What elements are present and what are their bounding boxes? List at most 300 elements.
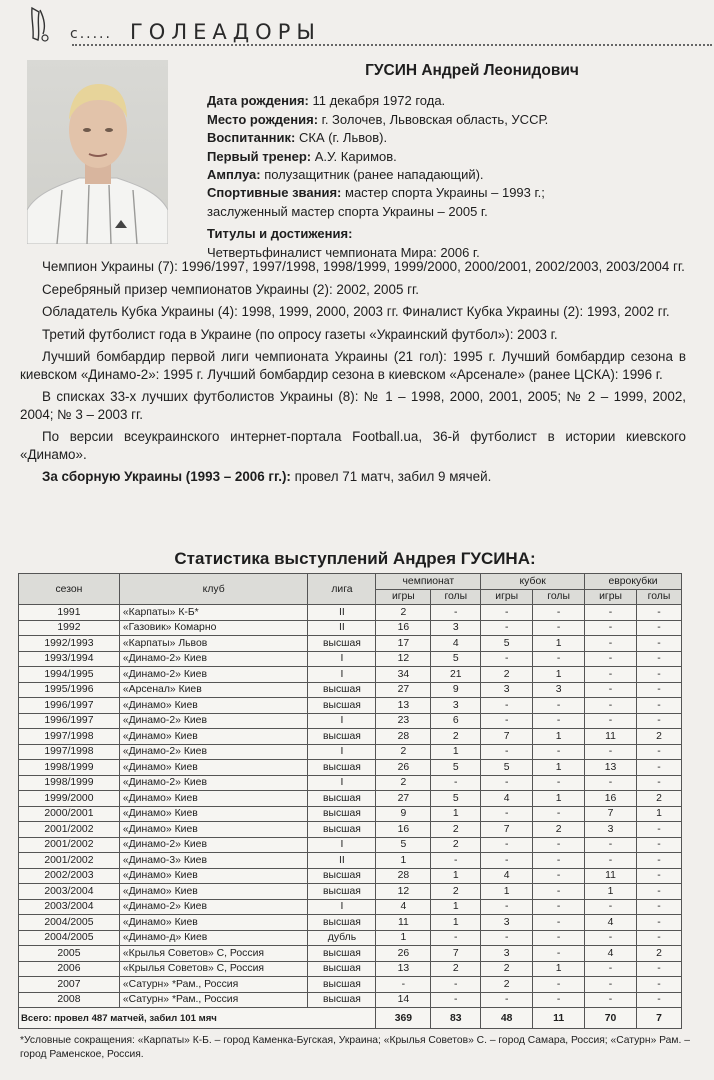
table-cell: 16 bbox=[376, 822, 431, 838]
achievement-first: Четвертьфиналист чемпионата Мира: 2006 г. bbox=[207, 244, 480, 260]
national-label: За сборную Украины (1993 – 2006 гг.): bbox=[42, 469, 291, 484]
col-cup: кубок bbox=[481, 574, 585, 590]
table-cell: - bbox=[637, 651, 682, 667]
table-cell: - bbox=[637, 667, 682, 683]
bio-row bbox=[207, 92, 697, 110]
table-cell: 23 bbox=[376, 713, 431, 729]
table-cell: 17 bbox=[376, 636, 431, 652]
table-cell: 4 bbox=[481, 868, 533, 884]
table-cell: 4 bbox=[431, 636, 481, 652]
table-cell: 9 bbox=[431, 682, 481, 698]
table-cell: 5 bbox=[376, 837, 431, 853]
table-cell: 1 bbox=[431, 899, 481, 915]
table-cell: 2004/2005 bbox=[19, 915, 120, 931]
table-cell: - bbox=[637, 992, 682, 1008]
table-cell: 2 bbox=[376, 744, 431, 760]
stats-title: Статистика выступлений Андрея ГУСИНА: bbox=[174, 549, 536, 568]
table-cell: - bbox=[637, 605, 682, 621]
total-cell: 7 bbox=[637, 1008, 682, 1029]
table-cell: I bbox=[308, 667, 376, 683]
table-cell: 26 bbox=[376, 946, 431, 962]
table-cell: - bbox=[533, 713, 585, 729]
table-row bbox=[19, 667, 682, 683]
table-cell: высшая bbox=[308, 977, 376, 993]
table-row bbox=[19, 620, 682, 636]
table-cell: «Сатурн» *Рам., Россия bbox=[119, 977, 308, 993]
table-cell: - bbox=[637, 884, 682, 900]
table-cell: 2000/2001 bbox=[19, 806, 120, 822]
table-cell: «Динамо» Киев bbox=[119, 822, 308, 838]
stats-table bbox=[18, 573, 682, 1029]
table-cell: 1 bbox=[533, 667, 585, 683]
table-cell: 26 bbox=[376, 760, 431, 776]
table-cell: 11 bbox=[585, 729, 637, 745]
table-cell: - bbox=[637, 837, 682, 853]
table-cell: 21 bbox=[431, 667, 481, 683]
table-cell: II bbox=[308, 620, 376, 636]
table-cell: 1 bbox=[431, 915, 481, 931]
table-cell: «Динамо-2» Киев bbox=[119, 775, 308, 791]
table-row bbox=[19, 853, 682, 869]
paragraph: Лучший бомбардир первой лиги чемпионата Украины (21 гол): 1995 г. Лучший бомбардир сезона в киевском «Динамо-2»: 1995 г. Лучший бомбардир сезона в киевском «Арсенале» (ранее ЦСКА): 1996 г. bbox=[20, 349, 686, 382]
table-cell: «Сатурн» *Рам., Россия bbox=[119, 992, 308, 1008]
table-cell: - bbox=[585, 713, 637, 729]
bio-value: г. Золочев, Львовская область, УССР. bbox=[321, 111, 549, 127]
total-cell: 369 bbox=[376, 1008, 431, 1029]
table-cell: - bbox=[533, 775, 585, 791]
table-cell: «Динамо» Киев bbox=[119, 698, 308, 714]
table-cell: - bbox=[585, 775, 637, 791]
table-cell: 3 bbox=[481, 915, 533, 931]
table-cell: - bbox=[481, 713, 533, 729]
page-header bbox=[0, 0, 714, 52]
table-cell: «Динамо-2» Киев bbox=[119, 899, 308, 915]
table-cell: 2 bbox=[481, 977, 533, 993]
table-cell: 28 bbox=[376, 729, 431, 745]
table-row bbox=[19, 977, 682, 993]
table-cell: «Динамо-2» Киев bbox=[119, 744, 308, 760]
table-cell: 2 bbox=[376, 605, 431, 621]
col-games: игры bbox=[376, 589, 431, 605]
table-cell: 3 bbox=[431, 620, 481, 636]
header-divider bbox=[72, 44, 712, 46]
bio-row bbox=[207, 129, 697, 147]
player-photo bbox=[27, 60, 168, 244]
table-cell: 4 bbox=[376, 899, 431, 915]
table-cell: «Динамо-2» Киев bbox=[119, 651, 308, 667]
table-cell: 3 bbox=[585, 822, 637, 838]
table-cell: 2 bbox=[431, 822, 481, 838]
table-cell: 1994/1995 bbox=[19, 667, 120, 683]
table-cell: высшая bbox=[308, 992, 376, 1008]
table-cell: 1997/1998 bbox=[19, 744, 120, 760]
table-cell: 5 bbox=[481, 636, 533, 652]
table-cell: - bbox=[481, 806, 533, 822]
table-cell: - bbox=[481, 605, 533, 621]
table-cell: - bbox=[533, 837, 585, 853]
table-cell: 2 bbox=[481, 961, 533, 977]
table-cell: высшая bbox=[308, 961, 376, 977]
table-row bbox=[19, 729, 682, 745]
bio-label: Воспитанник: bbox=[207, 130, 296, 146]
table-cell: 6 bbox=[431, 713, 481, 729]
table-cell: - bbox=[533, 868, 585, 884]
table-cell: «Динамо-3» Киев bbox=[119, 853, 308, 869]
table-cell: 27 bbox=[376, 791, 431, 807]
table-cell: - bbox=[481, 744, 533, 760]
table-cell: I bbox=[308, 775, 376, 791]
paragraph: Обладатель Кубка Украины (4): 1998, 1999, 2000, 2003 гг. Финалист Кубка Украины (2): 1993, 2002 гг. bbox=[42, 304, 670, 319]
table-cell: 2 bbox=[431, 961, 481, 977]
table-cell: «Арсенал» Киев bbox=[119, 682, 308, 698]
table-cell: 7 bbox=[431, 946, 481, 962]
col-league: лига bbox=[308, 574, 376, 605]
col-goals: голы bbox=[637, 589, 682, 605]
table-cell: 7 bbox=[481, 729, 533, 745]
table-row bbox=[19, 992, 682, 1008]
col-goals: голы bbox=[431, 589, 481, 605]
table-cell: - bbox=[431, 853, 481, 869]
table-cell: - bbox=[585, 837, 637, 853]
header-dots: с..... bbox=[70, 26, 112, 42]
table-cell: «Динамо-2» Киев bbox=[119, 837, 308, 853]
table-cell: - bbox=[585, 651, 637, 667]
table-cell: 2003/2004 bbox=[19, 899, 120, 915]
section-title: ГОЛЕАДОРЫ bbox=[130, 20, 321, 44]
table-cell: - bbox=[637, 760, 682, 776]
table-cell: 11 bbox=[585, 868, 637, 884]
bio-row bbox=[207, 184, 697, 202]
table-cell: 3 bbox=[481, 682, 533, 698]
table-cell: 2 bbox=[431, 837, 481, 853]
table-cell: 2 bbox=[431, 884, 481, 900]
table-cell: 1 bbox=[481, 884, 533, 900]
table-row bbox=[19, 961, 682, 977]
table-cell: высшая bbox=[308, 915, 376, 931]
table-cell: 2004/2005 bbox=[19, 930, 120, 946]
table-cell: 1 bbox=[376, 853, 431, 869]
table-cell: 4 bbox=[481, 791, 533, 807]
table-cell: 7 bbox=[585, 806, 637, 822]
totals-row bbox=[19, 1008, 682, 1029]
table-cell: - bbox=[637, 698, 682, 714]
table-row bbox=[19, 698, 682, 714]
table-cell: «Крылья Советов» С, Россия bbox=[119, 946, 308, 962]
table-cell: 2 bbox=[431, 729, 481, 745]
bio-label: Первый тренер: bbox=[207, 148, 312, 164]
table-cell: - bbox=[533, 698, 585, 714]
table-cell: - bbox=[585, 961, 637, 977]
table-cell: - bbox=[533, 930, 585, 946]
table-cell: - bbox=[585, 744, 637, 760]
table-cell: - bbox=[637, 853, 682, 869]
table-cell: 12 bbox=[376, 651, 431, 667]
table-cell: - bbox=[637, 915, 682, 931]
table-cell: 2 bbox=[376, 775, 431, 791]
table-cell: - bbox=[585, 605, 637, 621]
table-row bbox=[19, 744, 682, 760]
table-cell: 2 bbox=[637, 946, 682, 962]
table-cell: «Динамо» Киев bbox=[119, 729, 308, 745]
player-name: ГУСИН Андрей Леонидович bbox=[365, 62, 579, 79]
table-cell: I bbox=[308, 899, 376, 915]
table-row bbox=[19, 837, 682, 853]
table-cell: «Динамо-д» Киев bbox=[119, 930, 308, 946]
table-cell: 27 bbox=[376, 682, 431, 698]
table-cell: 2003/2004 bbox=[19, 884, 120, 900]
table-cell: - bbox=[533, 806, 585, 822]
table-cell: 4 bbox=[585, 915, 637, 931]
bio-value: полузащитник (ранее нападающий). bbox=[264, 167, 484, 183]
table-cell: 1992/1993 bbox=[19, 636, 120, 652]
table-cell: - bbox=[533, 946, 585, 962]
table-cell: - bbox=[533, 605, 585, 621]
table-row bbox=[19, 651, 682, 667]
table-cell: - bbox=[637, 899, 682, 915]
table-cell: 3 bbox=[533, 682, 585, 698]
table-cell: 1 bbox=[533, 729, 585, 745]
table-cell: 28 bbox=[376, 868, 431, 884]
col-games: игры bbox=[585, 589, 637, 605]
table-cell: 1 bbox=[431, 744, 481, 760]
table-cell: 1 bbox=[533, 760, 585, 776]
table-cell: - bbox=[481, 992, 533, 1008]
col-championship: чемпионат bbox=[376, 574, 481, 590]
table-cell: «Динамо» Киев bbox=[119, 791, 308, 807]
paragraph: Серебряный призер чемпионатов Украины (2): 2002, 2005 гг. bbox=[42, 281, 419, 297]
table-cell: 2008 bbox=[19, 992, 120, 1008]
table-cell: «Динамо-2» Киев bbox=[119, 667, 308, 683]
table-cell: - bbox=[585, 620, 637, 636]
table-cell: 1 bbox=[533, 636, 585, 652]
totals-label: Всего: провел 487 матчей, забил 101 мяч bbox=[19, 1008, 376, 1029]
table-cell: 1991 bbox=[19, 605, 120, 621]
table-cell: I bbox=[308, 651, 376, 667]
table-cell: 1996/1997 bbox=[19, 713, 120, 729]
table-cell: II bbox=[308, 853, 376, 869]
table-cell: - bbox=[585, 977, 637, 993]
table-cell: 5 bbox=[481, 760, 533, 776]
total-cell: 70 bbox=[585, 1008, 637, 1029]
bio-row bbox=[207, 148, 697, 166]
table-cell: высшая bbox=[308, 760, 376, 776]
table-cell: - bbox=[533, 915, 585, 931]
table-cell: 1 bbox=[431, 806, 481, 822]
bio-label: Место рождения: bbox=[207, 111, 319, 127]
table-cell: - bbox=[637, 682, 682, 698]
bio-row bbox=[207, 166, 697, 184]
player-bio bbox=[207, 62, 697, 262]
table-cell: 1996/1997 bbox=[19, 698, 120, 714]
table-cell: - bbox=[637, 620, 682, 636]
table-cell: 13 bbox=[585, 760, 637, 776]
bio-label: Спортивные звания: bbox=[207, 185, 342, 201]
table-cell: - bbox=[637, 636, 682, 652]
table-cell: 3 bbox=[431, 698, 481, 714]
table-cell: - bbox=[533, 744, 585, 760]
table-cell: 14 bbox=[376, 992, 431, 1008]
bio-value: А.У. Каримов. bbox=[314, 148, 397, 164]
table-cell: высшая bbox=[308, 806, 376, 822]
table-row bbox=[19, 760, 682, 776]
table-cell: 12 bbox=[376, 884, 431, 900]
table-cell: - bbox=[533, 620, 585, 636]
total-cell: 11 bbox=[533, 1008, 585, 1029]
table-cell: 1992 bbox=[19, 620, 120, 636]
table-row bbox=[19, 791, 682, 807]
table-cell: - bbox=[481, 620, 533, 636]
table-cell: - bbox=[637, 822, 682, 838]
table-cell: - bbox=[533, 899, 585, 915]
table-cell: - bbox=[376, 977, 431, 993]
table-cell: высшая bbox=[308, 868, 376, 884]
table-cell: - bbox=[481, 837, 533, 853]
table-row bbox=[19, 806, 682, 822]
table-cell: - bbox=[481, 651, 533, 667]
table-cell: - bbox=[585, 636, 637, 652]
table-cell: дубль bbox=[308, 930, 376, 946]
table-cell: 1 bbox=[533, 961, 585, 977]
table-cell: 2002/2003 bbox=[19, 868, 120, 884]
achievements-label: Титулы и достижения: bbox=[207, 226, 353, 242]
table-cell: 2007 bbox=[19, 977, 120, 993]
table-cell: 1993/1994 bbox=[19, 651, 120, 667]
ball-kick-icon bbox=[28, 4, 50, 44]
table-cell: 2001/2002 bbox=[19, 822, 120, 838]
table-cell: 1 bbox=[431, 868, 481, 884]
paragraph: Чемпион Украины (7): 1996/1997, 1997/1998, 1998/1999, 1999/2000, 2000/2001, 2002/2003, 2003/2004 гг. bbox=[42, 259, 685, 274]
table-cell: 1 bbox=[585, 884, 637, 900]
table-cell: II bbox=[308, 605, 376, 621]
table-row bbox=[19, 636, 682, 652]
table-cell: 5 bbox=[431, 760, 481, 776]
bio-row: заслуженный мастер спорта Украины – 2005 г. bbox=[207, 203, 488, 219]
table-cell: «Динамо» Киев bbox=[119, 806, 308, 822]
table-cell: высшая bbox=[308, 884, 376, 900]
col-goals: голы bbox=[533, 589, 585, 605]
national-value: провел 71 матч, забил 9 мячей. bbox=[294, 469, 492, 484]
achievements-heading bbox=[207, 225, 697, 243]
col-eurocups: еврокубки bbox=[585, 574, 682, 590]
total-cell: 83 bbox=[431, 1008, 481, 1029]
table-cell: «Динамо-2» Киев bbox=[119, 713, 308, 729]
table-cell: - bbox=[431, 605, 481, 621]
table-cell: 5 bbox=[431, 651, 481, 667]
table-cell: высшая bbox=[308, 729, 376, 745]
paragraph: По версии всеукраинского интернет-портала Football.ua, 36-й футболист в истории киевского «Динамо». bbox=[20, 429, 686, 462]
total-cell: 48 bbox=[481, 1008, 533, 1029]
col-games: игры bbox=[481, 589, 533, 605]
table-cell: «Газовик» Комарно bbox=[119, 620, 308, 636]
table-cell: 2 bbox=[533, 822, 585, 838]
table-cell: 1997/1998 bbox=[19, 729, 120, 745]
table-cell: - bbox=[637, 744, 682, 760]
table-cell: 1998/1999 bbox=[19, 775, 120, 791]
table-cell: 4 bbox=[585, 946, 637, 962]
table-cell: - bbox=[637, 775, 682, 791]
table-cell: - bbox=[481, 853, 533, 869]
table-cell: 2005 bbox=[19, 946, 120, 962]
table-cell: - bbox=[637, 961, 682, 977]
table-cell: - bbox=[637, 868, 682, 884]
table-cell: высшая bbox=[308, 822, 376, 838]
table-cell: - bbox=[533, 853, 585, 869]
table-row bbox=[19, 713, 682, 729]
table-cell: - bbox=[431, 775, 481, 791]
table-cell: - bbox=[533, 977, 585, 993]
table-cell: 13 bbox=[376, 961, 431, 977]
table-cell: высшая bbox=[308, 946, 376, 962]
table-cell: высшая bbox=[308, 636, 376, 652]
table-cell: 2006 bbox=[19, 961, 120, 977]
table-row bbox=[19, 930, 682, 946]
table-cell: - bbox=[431, 977, 481, 993]
achievements-text bbox=[20, 258, 686, 491]
table-cell: - bbox=[481, 930, 533, 946]
table-cell: 2001/2002 bbox=[19, 837, 120, 853]
table-cell: 3 bbox=[481, 946, 533, 962]
footnote: *Условные сокращения: «Карпаты» К-Б. – город Каменка-Бугская, Украина; «Крылья Советов» С. – город Самара, Россия; «Сатурн» Рам. – город Раменское, Россия. bbox=[20, 1035, 690, 1060]
table-cell: - bbox=[637, 977, 682, 993]
bio-label: Амплуа: bbox=[207, 167, 261, 183]
table-cell: 9 bbox=[376, 806, 431, 822]
table-cell: - bbox=[637, 930, 682, 946]
bio-value: мастер спорта Украины – 1993 г.; bbox=[345, 185, 545, 201]
table-cell: - bbox=[585, 667, 637, 683]
table-cell: - bbox=[431, 992, 481, 1008]
table-cell: 13 bbox=[376, 698, 431, 714]
table-cell: 7 bbox=[481, 822, 533, 838]
table-cell: I bbox=[308, 837, 376, 853]
table-cell: 16 bbox=[585, 791, 637, 807]
table-cell: - bbox=[585, 853, 637, 869]
col-club: клуб bbox=[119, 574, 308, 605]
table-cell: «Динамо» Киев bbox=[119, 884, 308, 900]
table-cell: - bbox=[637, 713, 682, 729]
table-row bbox=[19, 915, 682, 931]
table-cell: 11 bbox=[376, 915, 431, 931]
table-row bbox=[19, 868, 682, 884]
table-cell: «Динамо» Киев bbox=[119, 915, 308, 931]
table-cell: «Крылья Советов» С, Россия bbox=[119, 961, 308, 977]
table-cell: 1 bbox=[533, 791, 585, 807]
table-cell: высшая bbox=[308, 698, 376, 714]
table-cell: 1998/1999 bbox=[19, 760, 120, 776]
table-cell: I bbox=[308, 744, 376, 760]
table-cell: - bbox=[585, 930, 637, 946]
table-cell: - bbox=[481, 698, 533, 714]
bio-row bbox=[207, 111, 697, 129]
table-row bbox=[19, 899, 682, 915]
table-row bbox=[19, 775, 682, 791]
paragraph: В списках 33-х лучших футболистов Украины (8): № 1 – 1998, 2000, 2001, 2005; № 2 – 1999, 2002, 2004; № 3 – 2003 гг. bbox=[20, 389, 686, 422]
col-season: сезон bbox=[19, 574, 120, 605]
table-cell: - bbox=[585, 992, 637, 1008]
table-cell: - bbox=[585, 698, 637, 714]
table-row bbox=[19, 682, 682, 698]
table-cell: «Динамо» Киев bbox=[119, 760, 308, 776]
bio-value: СКА (г. Львов). bbox=[298, 130, 388, 146]
table-row bbox=[19, 605, 682, 621]
table-cell: 34 bbox=[376, 667, 431, 683]
table-cell: 1 bbox=[376, 930, 431, 946]
table-row bbox=[19, 822, 682, 838]
table-cell: высшая bbox=[308, 682, 376, 698]
table-cell: - bbox=[431, 930, 481, 946]
table-cell: 2 bbox=[637, 729, 682, 745]
table-row bbox=[19, 884, 682, 900]
table-cell: 2 bbox=[481, 667, 533, 683]
